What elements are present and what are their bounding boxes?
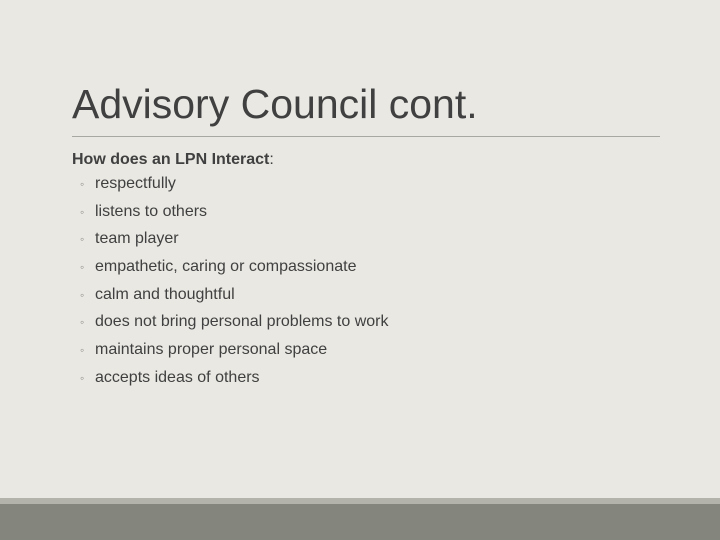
bullet-marker-icon: ◦ <box>80 315 85 330</box>
list-item <box>72 255 672 283</box>
list-item-text: listens to others <box>95 202 208 220</box>
list-item <box>72 200 672 228</box>
list-item-text: empathetic, caring or compassionate <box>95 258 357 276</box>
list-item <box>72 338 672 366</box>
list-item <box>72 366 672 394</box>
content-heading <box>72 148 672 172</box>
list-item-text: team player <box>95 230 179 248</box>
title-divider <box>72 136 660 137</box>
list-item <box>72 227 672 255</box>
list-item <box>72 172 672 200</box>
list-item-text: calm and thoughtful <box>95 285 235 303</box>
bullet-marker-icon: ◦ <box>80 370 85 385</box>
list-item <box>72 310 672 338</box>
list-item-text: respectfully <box>95 175 176 192</box>
bullet-marker-icon: ◦ <box>80 204 85 219</box>
slide-title: Advisory Council cont. <box>72 81 478 127</box>
bullet-list <box>72 172 672 394</box>
bullet-marker-icon: ◦ <box>80 343 85 358</box>
footer-band <box>0 504 720 540</box>
list-item-text: accepts ideas of others <box>95 368 260 386</box>
bullet-marker-icon: ◦ <box>80 177 85 191</box>
slide-content <box>72 148 672 394</box>
content-heading-bold: How does an LPN Interact <box>72 151 270 168</box>
bullet-marker-icon: ◦ <box>80 287 85 302</box>
bullet-marker-icon: ◦ <box>80 260 85 275</box>
list-item-text: maintains proper personal space <box>95 341 328 359</box>
bullet-marker-icon: ◦ <box>80 232 85 247</box>
list-item <box>72 283 672 311</box>
list-item-text: does not bring personal problems to work <box>95 313 389 331</box>
content-heading-suffix: : <box>269 151 274 168</box>
